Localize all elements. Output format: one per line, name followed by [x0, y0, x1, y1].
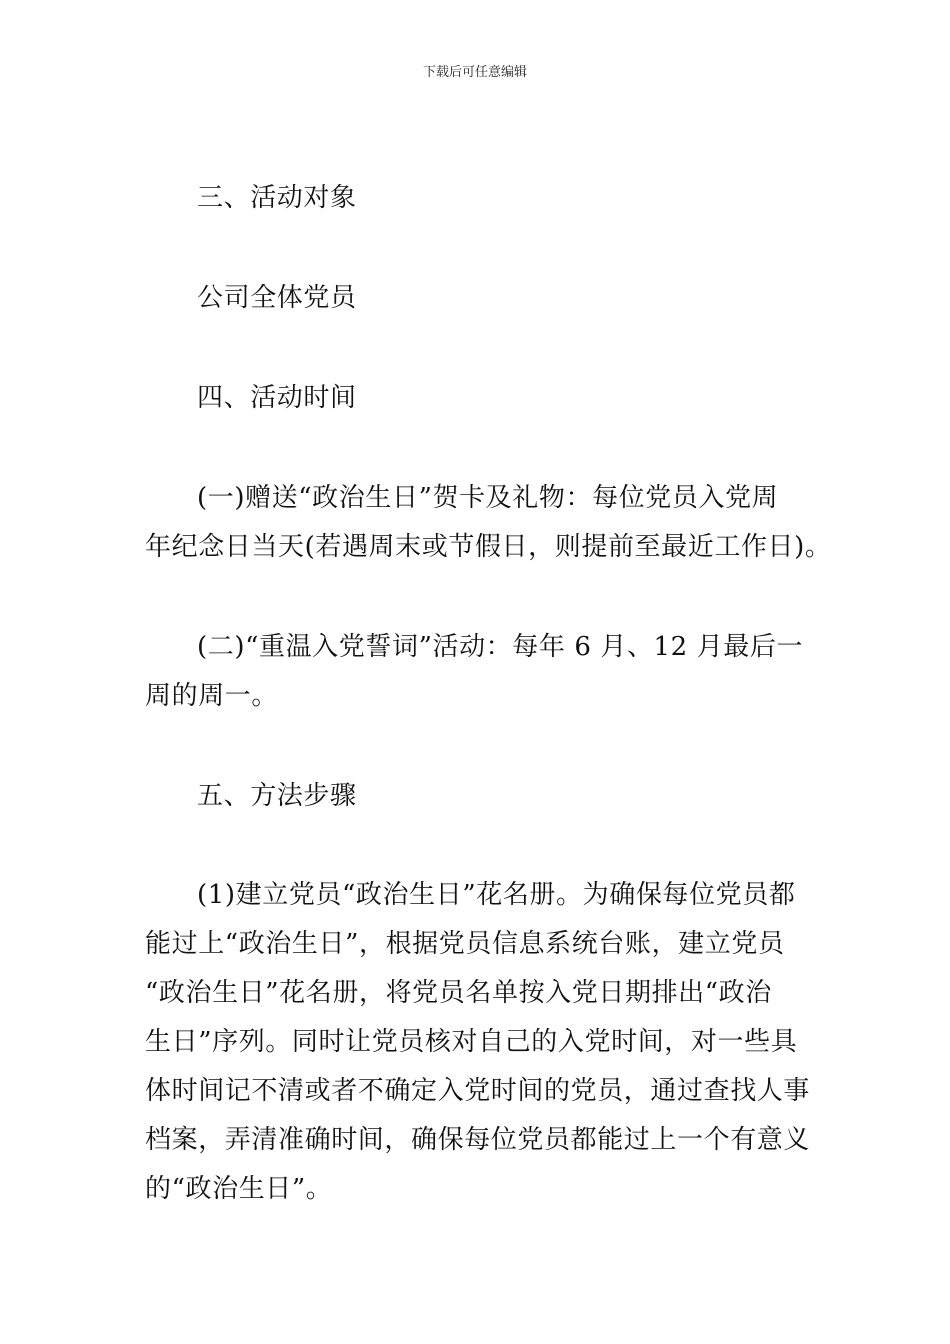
page-header: 下载后可任意编辑	[422, 65, 527, 80]
section-4-item-2-line-1: (二)“重温入党誓词”活动：每年 6 月、12 月最后一	[197, 632, 804, 662]
section-5-item-1-line-4: 生日”序列。同时让党员核对自己的入党时间，对一些具	[145, 1027, 798, 1057]
section-3-body: 公司全体党员	[197, 283, 357, 313]
section-5-item-1-line-6: 档案，弄清准确时间，确保每位党员都能过上一个有意义	[145, 1125, 811, 1155]
section-4-item-2-line-2: 周的周一。	[145, 681, 279, 711]
section-5-item-1-line-5: 体时间记不清或者不确定入党时间的党员，通过查找人事	[145, 1076, 811, 1106]
section-4-item-1-line-1: (一)赠送“政治生日”贺卡及礼物：每位党员入党周	[197, 483, 779, 513]
section-5-item-1-line-2: 能过上“政治生日”，根据党员信息系统台账，建立党员	[145, 929, 785, 959]
section-5-item-1-line-3: “政治生日”花名册，将党员名单按入党日期排出“政治	[145, 978, 772, 1008]
section-4-item-2	[145, 623, 805, 721]
section-3-heading: 三、活动对象	[197, 183, 357, 213]
section-5-item-1-line-1: (1)建立党员“政治生日”花名册。为确保每位党员都	[197, 880, 796, 910]
section-4-heading: 四、活动时间	[197, 383, 357, 413]
section-4-item-1-line-2: 年纪念日当天(若遇周末或节假日，则提前至最近工作日)。	[145, 532, 832, 562]
section-5-item-1-line-7: 的“政治生日”。	[145, 1174, 333, 1204]
section-5-heading: 五、方法步骤	[197, 781, 357, 811]
section-4-item-1	[145, 474, 832, 572]
section-5-item-1	[145, 871, 811, 1214]
